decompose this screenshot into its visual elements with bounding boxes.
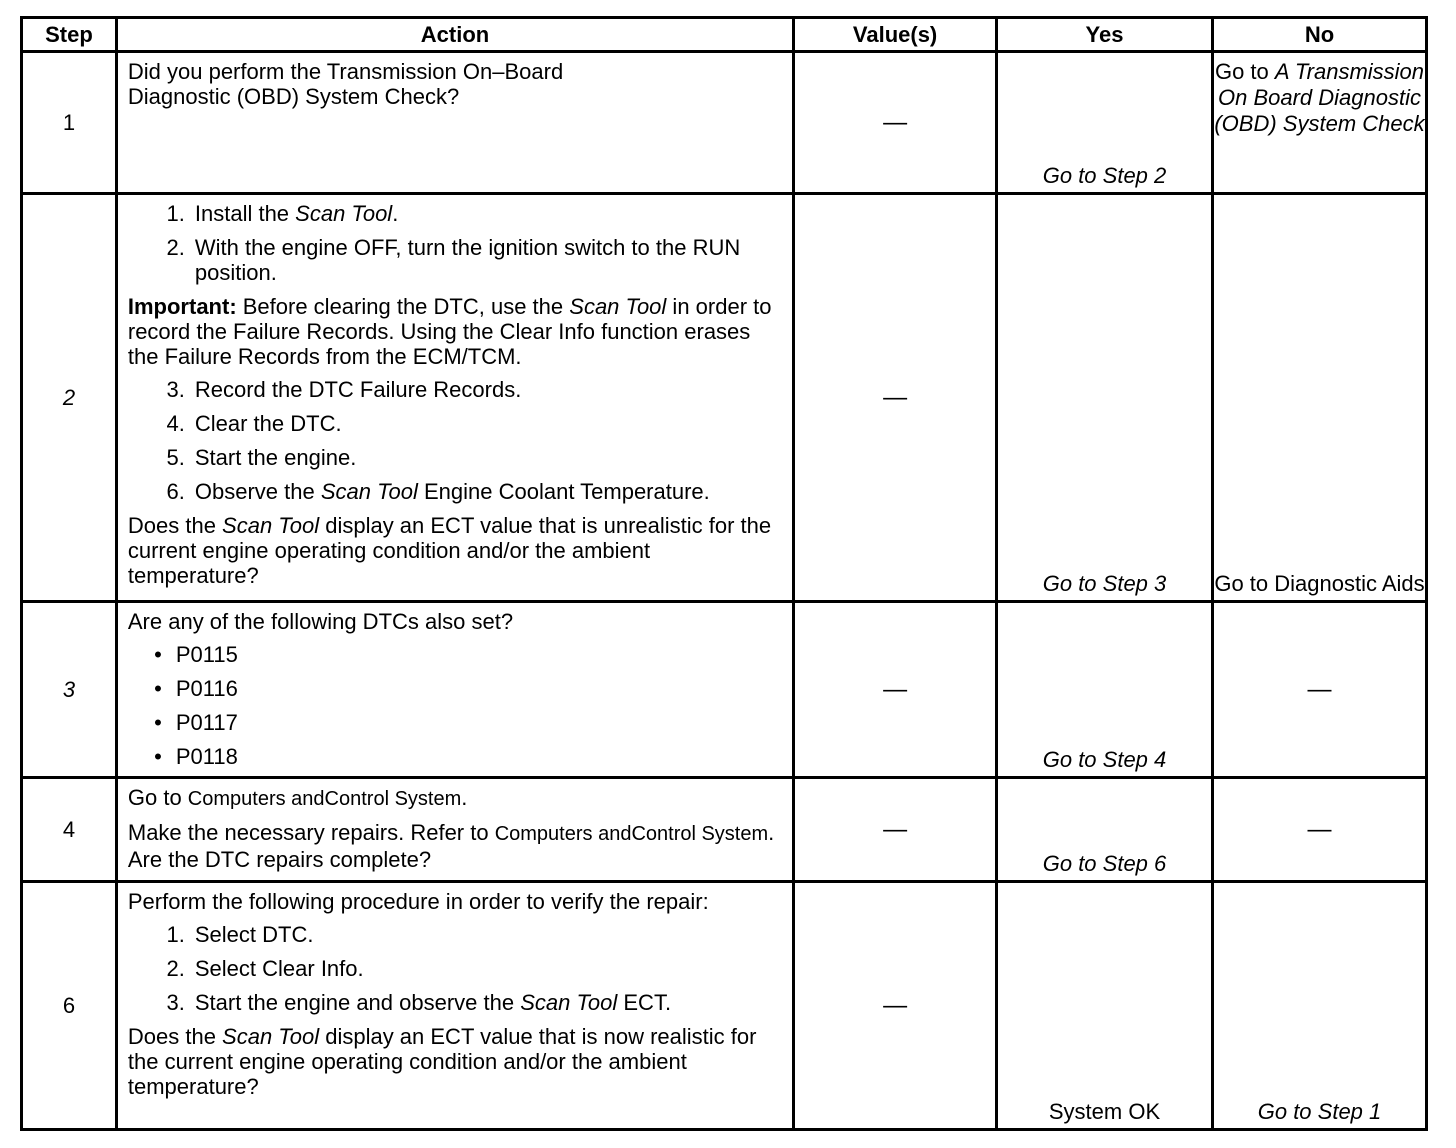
list-item: 1. Install the Scan Tool. (166, 201, 399, 226)
yes-link[interactable]: Go to Step 4 (997, 602, 1213, 778)
value-cell: — (794, 882, 997, 1130)
value-cell: — (794, 778, 997, 882)
list-item: • P0118 (154, 744, 238, 769)
table-row (22, 882, 1427, 1130)
action-text: Did you perform the Transmission On–Board (127, 59, 564, 84)
list-item: • P0117 (154, 710, 238, 735)
important-note: Important: Before clearing the DTC, use the Scan Tool in order to record the Failure Records. Using the Clear Info function erases the Failure Records from the ECM/TCM. (127, 294, 772, 369)
yes-link[interactable]: Go to Step 6 (997, 778, 1213, 882)
table-row (22, 52, 1427, 194)
no-link[interactable]: Go to Step 1 (1213, 882, 1427, 1130)
value-cell: — (794, 194, 997, 602)
step-number: 1 (22, 52, 117, 194)
list-item: 3. Record the DTC Failure Records. (166, 377, 522, 402)
action-cell (116, 778, 793, 882)
header-yes: Yes (997, 18, 1213, 52)
diagnostic-table (20, 16, 1428, 1131)
action-text: Go to Computers andControl System. (127, 785, 468, 810)
list-item: 2. Select Clear Info. (166, 956, 364, 981)
list-item: 3. Start the engine and observe the Scan Tool ECT. (166, 990, 672, 1015)
step-number: 2 (22, 194, 117, 602)
yes-result: System OK (997, 882, 1213, 1130)
list-item: 6. Observe the Scan Tool Engine Coolant Temperature. (166, 479, 710, 504)
no-prefix: Go to (1214, 59, 1275, 84)
action-text: Diagnostic (OBD) System Check? (127, 84, 460, 109)
action-cell (116, 194, 793, 602)
value-cell: — (794, 602, 997, 778)
header-step: Step (22, 18, 117, 52)
table-row (22, 602, 1427, 778)
list-item: • P0116 (154, 676, 238, 701)
value-cell: — (794, 52, 997, 194)
no-cell: — (1213, 602, 1427, 778)
header-no: No (1213, 18, 1427, 52)
computers-link[interactable]: Computers andControl System (187, 788, 462, 810)
action-cell (116, 882, 793, 1130)
step-number: 3 (22, 602, 117, 778)
list-item: 5. Start the engine. (166, 445, 357, 470)
action-cell (116, 52, 793, 194)
yes-link[interactable]: Go to Step 3 (997, 194, 1213, 602)
table-row (22, 778, 1427, 882)
no-link[interactable]: A Transmission On Board Diagnostic (OBD) System Check (1214, 59, 1425, 136)
question-text: Does the Scan Tool display an ECT value that is now realistic for the current engine operating condition and/or the ambient temperature? (127, 1024, 757, 1099)
header-action: Action (116, 18, 793, 52)
action-text: Make the necessary repairs. Refer to Computers andControl System. Are the DTC repairs complete? (127, 820, 775, 872)
yes-link[interactable]: Go to Step 2 (997, 52, 1213, 194)
question-text: Does the Scan Tool display an ECT value that is unrealistic for the current engine operating condition and/or the ambient temperature? (127, 513, 772, 588)
list-item: 1. Select DTC. (166, 922, 314, 947)
no-cell: — (1213, 778, 1427, 882)
list-item: 4. Clear the DTC. (166, 411, 342, 436)
list-item: 2. With the engine OFF, turn the ignition switch to the RUN position. (166, 235, 741, 285)
no-link[interactable]: Go to Diagnostic Aids (1213, 194, 1427, 602)
no-cell (1213, 52, 1427, 194)
header-row (22, 18, 1427, 52)
computers-link[interactable]: Computers andControl System (494, 823, 769, 845)
intro-text: Perform the following procedure in order to verify the repair: (127, 889, 709, 914)
action-cell (116, 602, 793, 778)
step-number: 6 (22, 882, 117, 1130)
table-row (22, 194, 1427, 602)
header-values: Value(s) (794, 18, 997, 52)
question-text: Are any of the following DTCs also set? (127, 609, 514, 634)
list-item: • P0115 (154, 642, 238, 667)
step-number: 4 (22, 778, 117, 882)
